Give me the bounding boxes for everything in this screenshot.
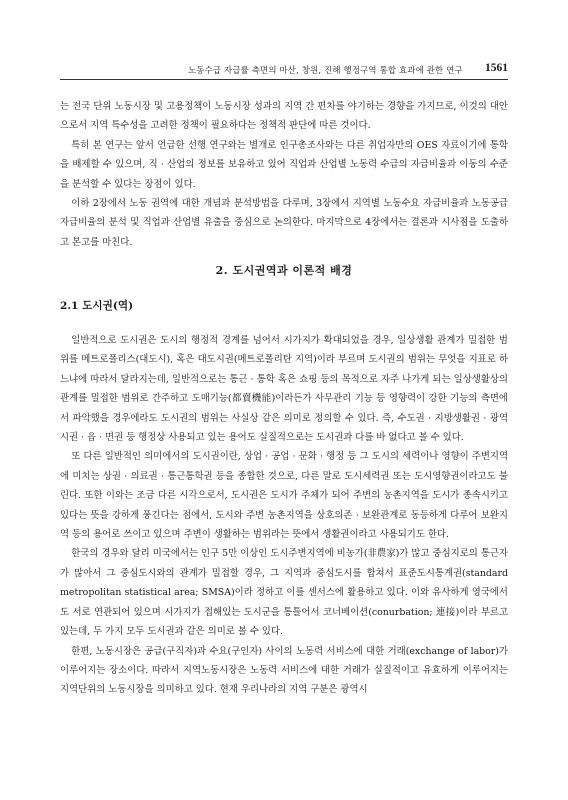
paragraph: 또 다른 일반적인 의미에서의 도시권이란, 상업 · 공업 · 문화 · 행정 등 그 도시의 세력이나 영향이 주변지역에 미치는 상권 · 의료권 · 통근통학권 등을 종합한 것으로, 다른 말로 도시세력권 또는 도시영향권이라고도 불린다. 또한 이와는 조금 다른 시각으로서, 도시권은 도시가 주체가 되어 주변의 농촌지역을 도시가 종속시키고 있다는 뜻을 강하게 풍긴다는 점에서, 도시와 주변 농촌지역을 상호의존 · 보완관계로 동등하게 다루어 보완지역 등의 용어로 쓰이고 있으며 주변이 생활하는 범위라는 뜻에서 생활권이라고 사용되기도 한다. — [60, 451, 508, 541]
paragraph: 한국의 경우와 달리 미국에서는 인구 5만 이상인 도시주변지역에 비농가(非農家)가 많고 중심지로의 통근자가 많아서 그 중심도시와의 관계가 밀접할 경우, 그 지역과 중심도시를 합쳐서 표준도시통계권(standard metropolitan statistical area; SMSA)이라 정하고 이를 센서스에 활용하고 있다. 이와 유사하게 영국에서도 서로 연관되어 있으며 시가지가 접해있는 도시군을 통틀어서 코너베이션(conurbation; 連接)이라 부르고 있는데, 두 가지 모두 도시권과 같은 의미로 볼 수 있다. — [60, 548, 508, 638]
paragraph: 이하 2장에서 노동 권역에 대한 개념과 분석방법을 다루며, 3장에서 지역별 노동수요 자급비율과 노동공급 자급비율의 분석 및 직업과 산업별 유출을 중심으로 논의한다. 마지막으로 4장에서는 결론과 시사점을 도출하고 본고를 마친다. — [60, 198, 508, 248]
subsection-heading: 2.1 도시권(역) — [60, 300, 134, 312]
paragraph-continued: 는 전국 단위 노동시장 및 고용정책이 노동시장 성과의 지역 간 편차를 야기하는 경향을 가지므로, 이것의 대안으로서 지역 특수성을 고려한 정책이 필요하다는 정책적 판단에 따른 것이다. — [60, 101, 508, 132]
running-title: 노동수급 자급률 측면의 마산, 창원, 진해 행정구역 통합 효과에 관한 연구 — [188, 65, 463, 75]
paragraph: 특히 본 연구는 앞서 언급한 선행 연구와는 별개로 인구총조사와는 다른 취업자만의 OES 자료이기에 통학을 배제할 수 있으며, 직 · 산업의 정보를 보유하고 있어 직업과 산업별 노동력 수급의 자급비율과 이동의 수준을 분석할 수 있다는 장점이 있다. — [60, 139, 508, 190]
running-header — [60, 63, 508, 80]
paragraph: 한편, 노동시장은 공급(구직자)과 수요(구인자) 사이의 노동력 서비스에 대한 거래(exchange of labor)가 이루어지는 장소이다. 따라서 지역노동시장은 노동력 서비스에 대한 거래가 실질적이고 유효하게 이루어지는 지역단위의 노동시장을 의미하고 있다. 현재 우리나라의 지역 구분은 광역시 — [60, 645, 508, 696]
section-text-block — [60, 331, 508, 700]
intro-text-block — [60, 97, 508, 252]
paragraph: 일반적으로 도시권은 도시의 행정적 경계를 넘어서 시가지가 확대되었을 경우, 일상생활 관계가 밀접한 범위를 메트로폴리스(대도시), 혹은 대도시권(메트로폴리탄 지역)이라 부르며 도시권의 범위는 무엇을 지표로 하느냐에 따라서 달라지는데, 일반적으로는 통근 · 통학 혹은 쇼핑 등의 목적으로 자주 나가게 되는 일상생활상의 관계를 밀접한 범위로 간주하고 도매기능(都賣機能)이라든가 사무관리 기능 등 영향력이 강한 기능의 측면에서 파악했을 경우에라도 도시권의 범위는 사실상 같은 의미로 정의할 수 있다. 즉, 수도권 · 지방생활권 · 광역시권 · 읍 · 면권 등 행정상 사용되고 있는 용어도 실질적으로는 도시권과 다를 바 없다고 볼 수 있다. — [60, 335, 508, 444]
section-heading: 2. 도시권역과 이론적 배경 — [215, 264, 353, 277]
page-number: 1561 — [485, 62, 508, 74]
